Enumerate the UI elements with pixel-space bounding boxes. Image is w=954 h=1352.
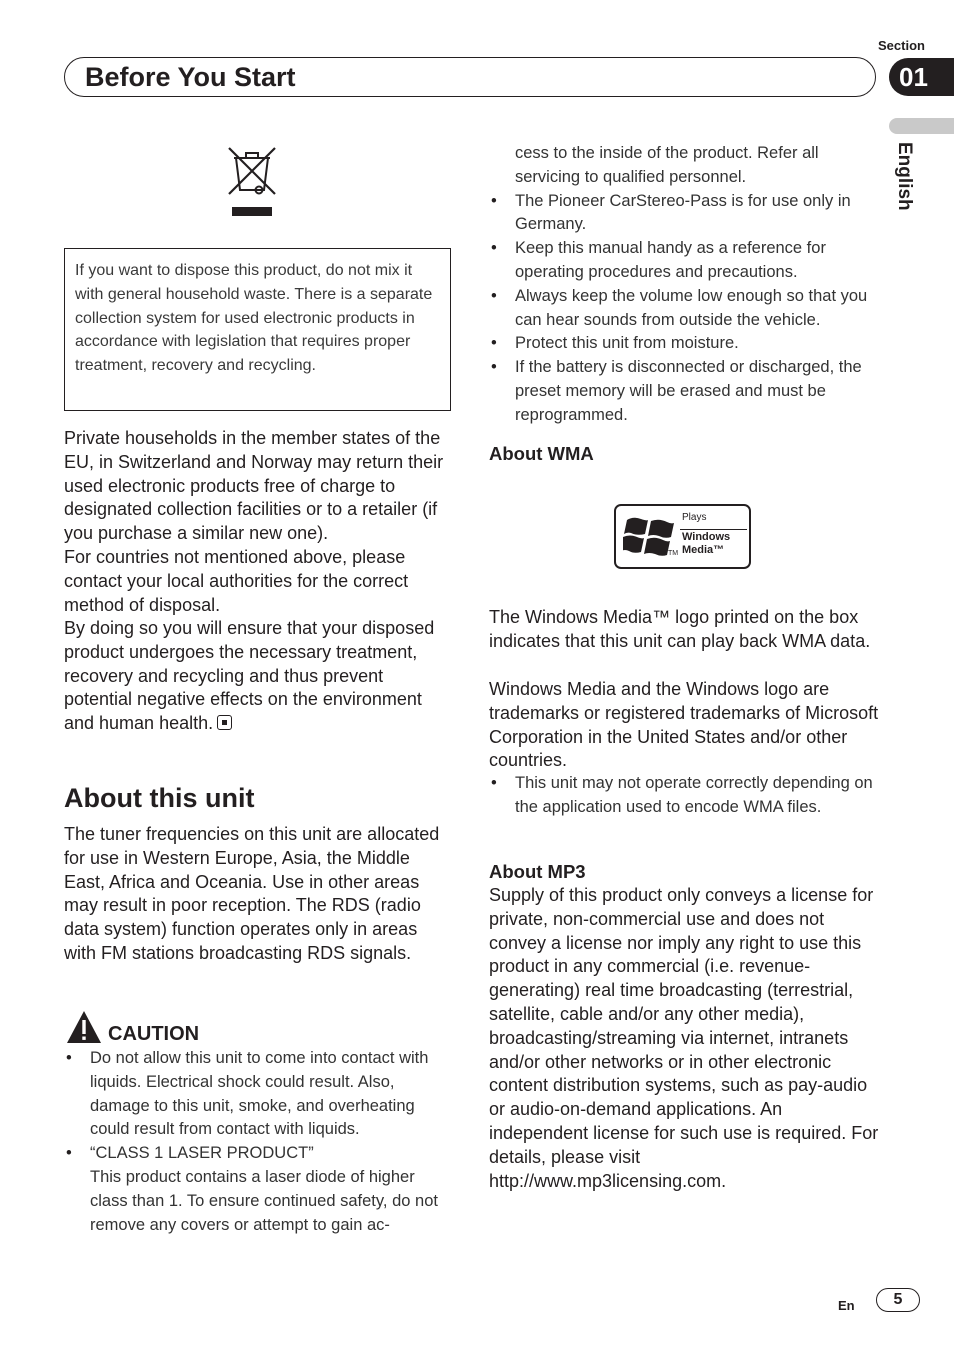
laser-detail: This product contains a laser diode of higher class than 1. To ensure continued safety, do not remove any covers or attempt to gain ac- [90,1167,438,1234]
footer-language: En [838,1298,855,1313]
page-number: 5 [876,1288,920,1312]
warning-triangle-icon [66,1010,102,1044]
disposal-benefit-paragraph [64,617,454,736]
wma-logo-media: Media™ [682,544,725,556]
about-unit-heading: About this unit [64,783,255,813]
disposal-notice-box: If you want to dispose this product, do not mix it with general household waste. There is a separate collection system for used electronic products in accordance with legislation that requires proper treatment, recovery and recycling. [64,248,451,411]
caution-label: CAUTION [108,1023,200,1045]
other-countries-paragraph: For countries not mentioned above, please contact your local authorities for the correct method of disposal. [64,547,409,615]
wma-trademark-paragraph: Windows Media and the Windows logo are trademarks or registered trademarks of Microsoft Corporation in the United States and/or other countries. [489,679,879,771]
mp3-license-text: Supply of this product only conveys a license for private, non-commercial use and does not convey a license nor imply any right to use this product in any commercial (i.e. revenue-generating) real time broadcasting (terrestrial, satellite, cable and/or any other media), broadcasting/streaming via internet, intranets and/or other networks or in other electronic content distribution systems, such as pay-audio or audio-on-demand applications. An independent license for such use is required. For details, please visit [489,885,879,1167]
disposal-benefit-text: By doing so you will ensure that your disposed product undergoes the necessary treatment, recovery and recycling and thus prevent potential negative effects on the environment and human health. [64,618,435,734]
language-label: English [894,142,915,211]
precautions-list [489,142,881,428]
wma-note-item: • This unit may not operate correctly depending on the application used to encode WMA files. [489,772,881,820]
language-tab [889,118,954,134]
laser-detail-continued: cess to the inside of the product. Refer all servicing to qualified personnel. [515,144,819,186]
precaution-item: • Always keep the volume low enough so that you can hear sounds from outside the vehicle. [489,285,881,333]
about-wma-heading: About WMA [489,443,594,464]
precaution-item: • The Pioneer CarStereo-Pass is for use only in Germany. [489,190,881,238]
wma-logo-paragraph: The Windows Media™ logo printed on the box indicates that this unit can play back WMA data. [489,607,871,651]
wma-logo-windows: Windows [682,531,731,543]
end-of-section-icon [217,715,232,730]
wma-logo-divider [680,529,747,530]
tuner-paragraph: The tuner frequencies on this unit are allocated for use in Western Europe, Asia, the Middle East, Africa and Oceania. Use in other areas may result in poor reception. The RDS (radio data system) function operates only in areas with FM stations broadcasting RDS signals. [64,824,440,963]
plays-windows-media-logo [614,504,751,569]
about-mp3-heading: About MP3 [489,861,586,882]
mp3-license-url: http://www.mp3licensing.com. [489,1170,727,1191]
caution-item: • “CLASS 1 LASER PRODUCT” [64,1142,456,1166]
page-title: Before You Start [85,62,296,92]
private-households-paragraph: Private households in the member states of the EU, in Switzerland and Norway may return their used electronic products free of charge to designated collection facilities or to a retailer (if you purchase a similar new one). [64,428,444,544]
crossed-out-bin-icon [226,144,278,218]
wma-logo-tm: TM [668,550,679,557]
section-number-badge: 01 [889,58,954,96]
wma-notes-list [489,772,881,820]
wma-logo-plays: Plays [682,512,707,523]
precaution-item: • Protect this unit from moisture. [489,332,881,356]
section-label: Section [878,38,925,53]
precaution-item: • Keep this manual handy as a reference for operating procedures and precautions. [489,237,881,285]
caution-list [64,1047,456,1237]
mp3-license-paragraph [489,884,881,1193]
precaution-item: • If the battery is disconnected or discharged, the preset memory will be erased and must be reprogrammed. [489,356,881,427]
caution-item: • Do not allow this unit to come into contact with liquids. Electrical shock could result. Also, damage to this unit, smoke, and overheating could result from contact with liquids. [64,1047,456,1142]
